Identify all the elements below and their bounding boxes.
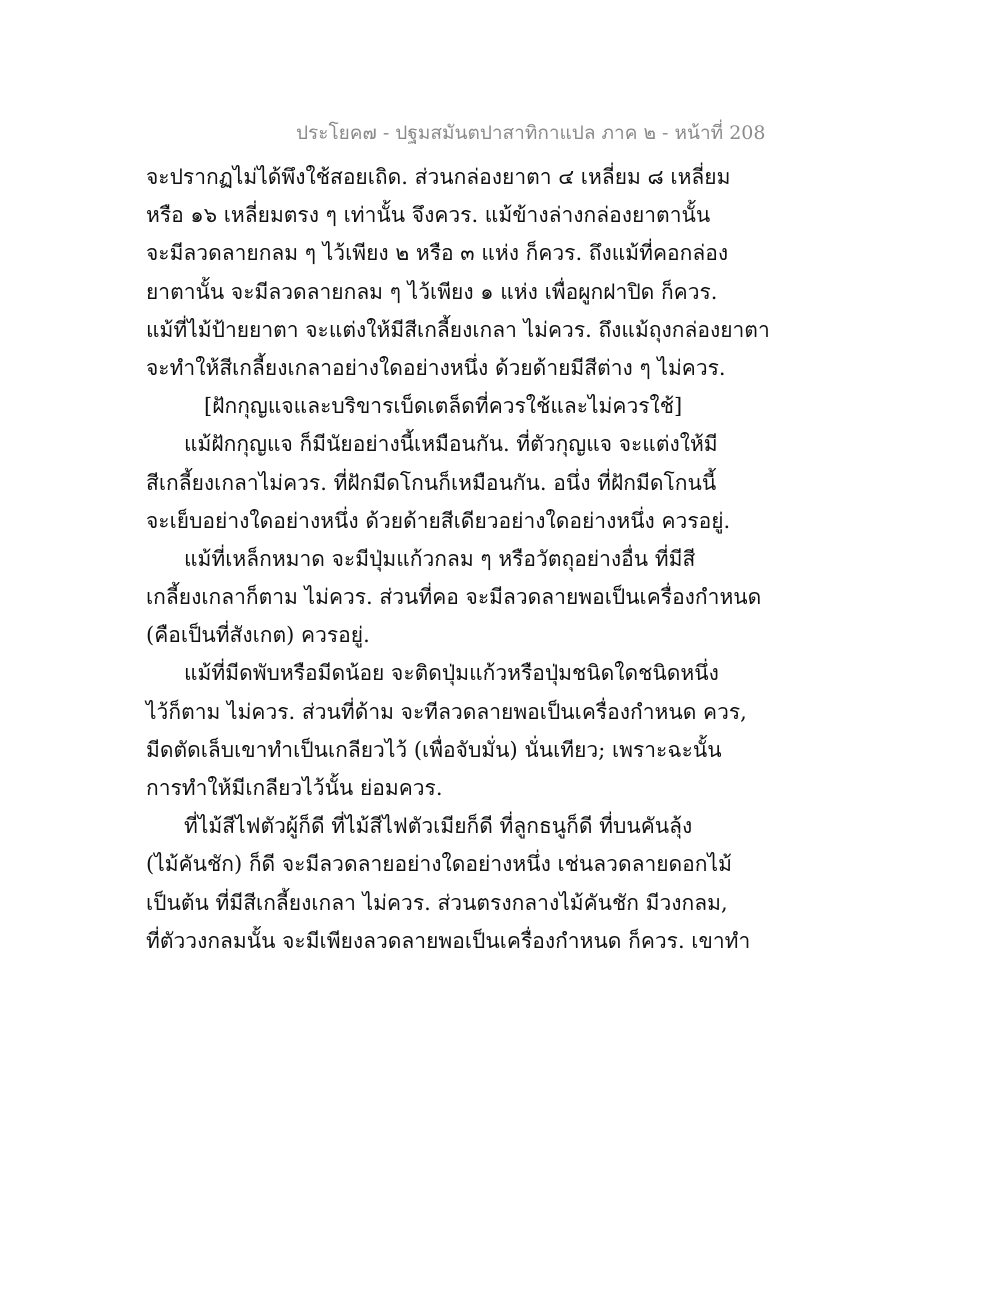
text-line: จะเย็บอย่างใดอย่างหนึ่ง ด้วยด้ายสีเดียวอย่างใดอย่างหนึ่ง ควรอยู่. bbox=[146, 508, 731, 533]
text-line: ยาตานั้น จะมีลวดลายกลม ๆ ไว้เพียง ๑ แห่ง เพื่อผูกฝาปิด ก็ควร. bbox=[146, 279, 718, 304]
text-line: มีดตัดเล็บเขาทำเป็นเกลียวไว้ (เพื่อจับมั่น) นั่นเทียว; เพราะฉะนั้น bbox=[146, 737, 722, 762]
text-line: สีเกลี้ยงเกลาไม่ควร. ที่ฝักมีดโกนก็เหมือนกัน. อนึ่ง ที่ฝักมีดโกนนี้ bbox=[146, 470, 717, 495]
text-line: จะปรากฏไม่ได้พึงใช้สอยเถิด. ส่วนกล่องยาตา ๔ เหลี่ยม ๘ เหลี่ยม bbox=[146, 165, 731, 189]
paragraph-start: แม้ที่เหล็กหมาด จะมีปุ่มแก้วกลม ๆ หรือวัตถุอย่างอื่น ที่มีสี bbox=[184, 546, 696, 571]
text-line: แม้ที่ไม้ป้ายยาตา จะแต่งให้มีสีเกลี้ยงเกลา ไม่ควร. ถึงแม้ถุงกล่องยาตา bbox=[146, 317, 770, 342]
text-line: (คือเป็นที่สังเกต) ควรอยู่. bbox=[146, 623, 370, 648]
running-header: ประโยค๗ - ปฐมสมันตปาสาทิกาแปล ภาค ๒ - หน้าที่ 208 bbox=[296, 122, 766, 144]
paragraph-start: แม้ที่มีดพับหรือมีดน้อย จะติดปุ่มแก้วหรือปุ่มชนิดใดชนิดหนึ่ง bbox=[184, 661, 719, 686]
text-line: จะทำให้สีเกลี้ยงเกลาอย่างใดอย่างหนึ่ง ด้วยด้ายมีสีต่าง ๆ ไม่ควร. bbox=[146, 355, 726, 380]
text-line: ที่ตัววงกลมนั้น จะมีเพียงลวดลายพอเป็นเครื่องกำหนด ก็ควร. เขาทำ bbox=[146, 928, 751, 953]
text-line: หรือ ๑๖ เหลี่ยมตรง ๆ เท่านั้น จึงควร. แม้ข้างล่างกล่องยาตานั้น bbox=[146, 203, 711, 228]
paragraph-start: ที่ไม้สีไฟตัวผู้ก็ดี ที่ไม้สีไฟตัวเมียก็ดี ที่ลูกธนูก็ดี ที่บนคันลุ้ง bbox=[184, 814, 693, 839]
text-line: การทำให้มีเกลียวไว้นั้น ย่อมควร. bbox=[146, 776, 443, 800]
text-line: เป็นต้น ที่มีสีเกลี้ยงเกลา ไม่ควร. ส่วนตรงกลางไม้คันชัก มีวงกลม, bbox=[146, 890, 728, 915]
text-line: (ไม้คันชัก) ก็ดี จะมีลวดลายอย่างใดอย่างหนึ่ง เช่นลวดลายดอกไม้ bbox=[146, 852, 732, 877]
text-line: จะมีลวดลายกลม ๆ ไว้เพียง ๒ หรือ ๓ แห่ง ก็ควร. ถึงแม้ที่คอกล่อง bbox=[146, 241, 729, 266]
paragraph-start: แม้ฝักกุญแจ ก็มีนัยอย่างนี้เหมือนกัน. ที่ตัวกุญแจ จะแต่งให้มี bbox=[184, 432, 718, 457]
text-line: เกลี้ยงเกลาก็ตาม ไม่ควร. ส่วนที่คอ จะมีลวดลายพอเป็นเครื่องกำหนด bbox=[146, 585, 762, 610]
text-line: ไว้ก็ตาม ไม่ควร. ส่วนที่ด้าม จะทีลวดลายพอเป็นเครื่องกำหนด ควร, bbox=[146, 699, 747, 724]
body-text bbox=[146, 158, 770, 960]
section-heading: [ฝักกุญแจและบริขารเบ็ดเตล็ดที่ควรใช้และไม่ควรใช้] bbox=[204, 394, 683, 419]
